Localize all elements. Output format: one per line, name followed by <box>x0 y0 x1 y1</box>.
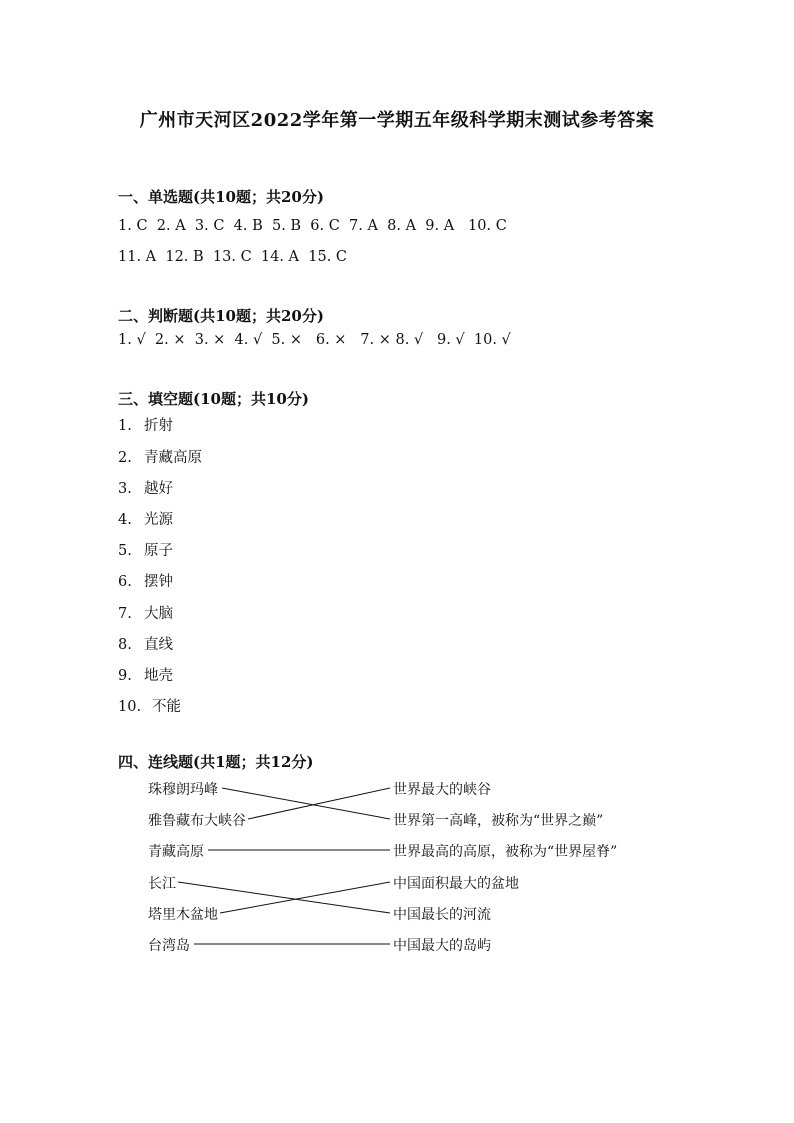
match-left-item: 长江 <box>148 876 176 892</box>
fill-answer-text: 摆钟 <box>144 574 173 590</box>
fill-answer-number: 5. <box>118 543 132 559</box>
match-line <box>248 788 390 819</box>
match-line <box>222 788 390 819</box>
fill-answer-text: 原子 <box>144 543 173 559</box>
section3-heading: 三、填空题(10题；共10分) <box>118 390 309 408</box>
fill-answer-number: 10. <box>118 699 142 715</box>
section4-heading: 四、连线题(共1题；共12分) <box>118 753 314 771</box>
fill-answer-number: 7. <box>118 606 132 622</box>
fill-answer-text: 大脑 <box>144 606 173 622</box>
fill-answer-number: 6. <box>118 574 132 590</box>
fill-answer-number: 8. <box>118 637 132 653</box>
fill-answer-text: 青藏高原 <box>144 450 202 466</box>
match-right-item: 世界最高的高原，被称为“世界屋脊” <box>393 844 618 860</box>
fill-answer-text: 直线 <box>144 637 173 653</box>
section2-heading: 二、判断题(共10题；共20分) <box>118 307 324 325</box>
fill-answer-number: 2. <box>118 450 132 466</box>
fill-answer-text: 折射 <box>144 418 173 434</box>
fill-answer-text: 越好 <box>144 481 173 497</box>
fill-answer-text: 光源 <box>144 512 173 528</box>
fill-answer-number: 4. <box>118 512 132 528</box>
match-right-item: 中国最长的河流 <box>393 907 491 923</box>
match-right-item: 世界第一高峰，被称为“世界之巅” <box>393 813 604 829</box>
match-left-item: 台湾岛 <box>148 938 190 954</box>
match-left-item: 青藏高原 <box>148 844 204 860</box>
match-right-item: 世界最大的峡谷 <box>393 782 491 798</box>
match-right-item: 中国最大的岛屿 <box>393 938 491 954</box>
fill-answer-text: 地壳 <box>144 668 173 684</box>
fill-answer-number: 1. <box>118 418 132 434</box>
section1-answers-line1: 1. C 2. A 3. C 4. B 5. B 6. C 7. A 8. A 9. A 10. C <box>118 218 507 234</box>
fill-answer-number: 9. <box>118 668 132 684</box>
section2-answers-line1: 1. √ 2. × 3. × 4. √ 5. × 6. × 7. × 8. √ 9. √ 10. √ <box>118 332 511 348</box>
fill-answer-number: 3. <box>118 481 132 497</box>
fill-answer-text: 不能 <box>152 699 181 715</box>
match-left-item: 雅鲁藏布大峡谷 <box>148 813 246 829</box>
match-line <box>178 882 390 913</box>
section1-heading: 一、单选题(共10题；共20分) <box>118 188 324 206</box>
match-right-item: 中国面积最大的盆地 <box>393 876 519 892</box>
match-left-item: 塔里木盆地 <box>148 907 218 923</box>
match-line <box>220 882 390 913</box>
page-title: 广州市天河区2022学年第一学期五年级科学期末测试参考答案 <box>139 110 655 131</box>
match-left-item: 珠穆朗玛峰 <box>148 782 218 798</box>
section1-answers-line2: 11. A 12. B 13. C 14. A 15. C <box>118 249 348 265</box>
